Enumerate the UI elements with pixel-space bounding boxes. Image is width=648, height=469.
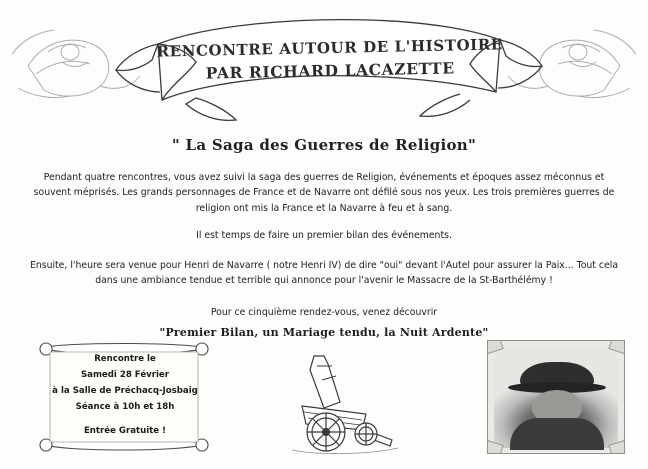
scroll-line-3: à la Salle de Préchacq-Josbaig [52,385,198,396]
info-scroll-text [50,352,200,439]
cannon-icon [262,344,412,454]
call-to-action-lead: Pour ce cinquième rendez-vous, venez découvrir [210,307,438,318]
scroll-line-1: Rencontre le [94,354,156,364]
info-scroll-panel [38,338,210,456]
bottom-panels [0,330,648,469]
photo-frame [487,340,625,454]
scroll-line-5: Entrée Gratuite ! [83,425,167,436]
event-title: "Premier Bilan, un Mariage tendu, la Nuit Ardente" [159,326,489,340]
body-paragraph-2: Il est temps de faire un premier bilan des événements. [196,230,452,241]
portrait-photo-panel [487,340,623,452]
cannon-illustration [262,344,412,462]
body-paragraph-3: Ensuite, l'heure sera venue pour Henri de Navarre ( notre Henri IV) de dire "oui" devant l'Autel pour assurer la Paix... Tout cela dans une ambiance tendue et terrible qui annonce pour l'avenir le Massacre de la St-Barthélémy ! [29,260,619,287]
page-title [150,34,511,86]
poster-subtitle: " La Saga des Guerres de Religion" [171,136,477,154]
body-shape [510,418,604,450]
title-line-2: PAR RICHARD LACAZETTE [205,58,455,83]
scroll-line-4: Séance à 10h et 18h [75,401,175,412]
portrait-image [494,346,618,448]
scroll-line-2: Samedi 28 Février [80,369,169,380]
body-paragraph-1: Pendant quatre rencontres, vous avez suivi la saga des guerres de Religion, événements et époques assez méconnus et souvent méprisés. Les grands personnages de France et de Navarre ont défilé sous nos yeux. Les trois premières guerres de religion ont mis la France et la Navarre à feu et à sang. [33,172,615,214]
title-line-1: RENCONTRE AUTOUR DE L'HISTOIRE [156,35,504,61]
banner-header [0,0,648,130]
